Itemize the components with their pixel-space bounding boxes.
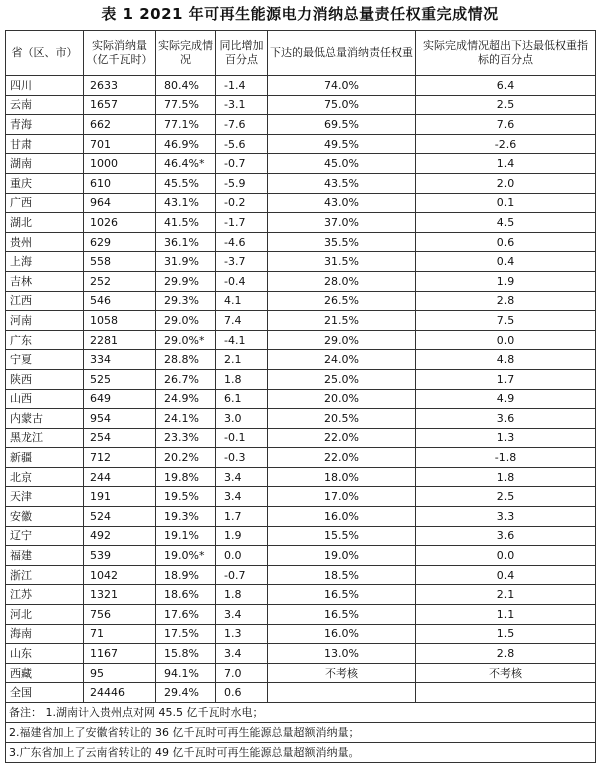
cell-yoy: 3.4 xyxy=(216,467,268,487)
cell-rate: 18.6% xyxy=(156,585,216,605)
cell-target: 19.0% xyxy=(268,546,416,566)
cell-volume: 71 xyxy=(84,624,156,644)
cell-province: 贵州 xyxy=(6,232,84,252)
cell-province: 上海 xyxy=(6,252,84,272)
table-row xyxy=(6,252,596,272)
cell-volume: 1042 xyxy=(84,565,156,585)
cell-province: 天津 xyxy=(6,487,84,507)
cell-yoy: -0.1 xyxy=(216,428,268,448)
cell-province: 山西 xyxy=(6,389,84,409)
note-2: 2.福建省加上了安徽省转让的 36 亿千瓦时可再生能源总量超额消纳量； xyxy=(6,723,596,743)
cell-yoy: -1.7 xyxy=(216,213,268,233)
table-row xyxy=(6,291,596,311)
cell-exceed: 不考核 xyxy=(416,663,596,683)
cell-target: 31.5% xyxy=(268,252,416,272)
cell-exceed: 1.7 xyxy=(416,369,596,389)
cell-yoy: 1.8 xyxy=(216,585,268,605)
cell-target xyxy=(268,683,416,703)
cell-yoy: 3.4 xyxy=(216,487,268,507)
table-title: 表 1 2021 年可再生能源电力消纳总量责任权重完成情况 xyxy=(101,5,499,23)
cell-target: 16.5% xyxy=(268,605,416,625)
cell-volume: 954 xyxy=(84,409,156,429)
cell-yoy: -7.6 xyxy=(216,115,268,135)
cell-province: 河南 xyxy=(6,311,84,331)
quota-table xyxy=(5,30,596,763)
cell-target: 49.5% xyxy=(268,134,416,154)
cell-volume: 2633 xyxy=(84,76,156,96)
cell-yoy: -3.7 xyxy=(216,252,268,272)
table-header xyxy=(6,31,596,76)
cell-yoy: -5.9 xyxy=(216,173,268,193)
cell-volume: 964 xyxy=(84,193,156,213)
cell-rate: 36.1% xyxy=(156,232,216,252)
cell-target: 18.0% xyxy=(268,467,416,487)
table-row xyxy=(6,428,596,448)
cell-volume: 1167 xyxy=(84,644,156,664)
cell-yoy: -0.2 xyxy=(216,193,268,213)
cell-yoy: 1.9 xyxy=(216,526,268,546)
cell-rate: 46.4%* xyxy=(156,154,216,174)
cell-target: 22.0% xyxy=(268,448,416,468)
header-yoy: 同比增加百分点 xyxy=(216,31,268,76)
cell-province: 福建 xyxy=(6,546,84,566)
header-exceed: 实际完成情况超出下达最低权重指标的百分点 xyxy=(416,31,596,76)
cell-yoy: -4.1 xyxy=(216,330,268,350)
cell-rate: 29.4% xyxy=(156,683,216,703)
cell-exceed: -2.6 xyxy=(416,134,596,154)
cell-exceed: 2.8 xyxy=(416,291,596,311)
cell-volume: 24446 xyxy=(84,683,156,703)
table-row xyxy=(6,193,596,213)
cell-province: 湖南 xyxy=(6,154,84,174)
cell-target: 29.0% xyxy=(268,330,416,350)
cell-province: 江西 xyxy=(6,291,84,311)
cell-exceed: 0.0 xyxy=(416,546,596,566)
cell-rate: 19.3% xyxy=(156,507,216,527)
cell-exceed: 7.5 xyxy=(416,311,596,331)
cell-exceed: 4.5 xyxy=(416,213,596,233)
cell-rate: 77.5% xyxy=(156,95,216,115)
cell-rate: 94.1% xyxy=(156,663,216,683)
cell-yoy: 0.6 xyxy=(216,683,268,703)
cell-yoy: 7.0 xyxy=(216,663,268,683)
cell-province: 山东 xyxy=(6,644,84,664)
table-row xyxy=(6,467,596,487)
cell-rate: 29.3% xyxy=(156,291,216,311)
cell-volume: 649 xyxy=(84,389,156,409)
cell-province: 吉林 xyxy=(6,271,84,291)
header-target: 下达的最低总量消纳责任权重 xyxy=(268,31,416,76)
cell-exceed: 1.1 xyxy=(416,605,596,625)
cell-exceed: 2.1 xyxy=(416,585,596,605)
cell-rate: 80.4% xyxy=(156,76,216,96)
cell-volume: 756 xyxy=(84,605,156,625)
cell-volume: 252 xyxy=(84,271,156,291)
table-row xyxy=(6,369,596,389)
table-row xyxy=(6,154,596,174)
table-row xyxy=(6,213,596,233)
cell-target: 20.0% xyxy=(268,389,416,409)
cell-rate: 15.8% xyxy=(156,644,216,664)
cell-province: 重庆 xyxy=(6,173,84,193)
table-row xyxy=(6,134,596,154)
cell-volume: 525 xyxy=(84,369,156,389)
cell-target: 16.5% xyxy=(268,585,416,605)
cell-rate: 17.6% xyxy=(156,605,216,625)
cell-volume: 2281 xyxy=(84,330,156,350)
cell-yoy: -5.6 xyxy=(216,134,268,154)
cell-rate: 23.3% xyxy=(156,428,216,448)
cell-exceed: 1.8 xyxy=(416,467,596,487)
cell-province: 青海 xyxy=(6,115,84,135)
table-row xyxy=(6,271,596,291)
cell-province: 浙江 xyxy=(6,565,84,585)
cell-target: 16.0% xyxy=(268,507,416,527)
cell-rate: 19.0%* xyxy=(156,546,216,566)
table-row xyxy=(6,173,596,193)
cell-exceed: 2.5 xyxy=(416,487,596,507)
cell-yoy: 0.0 xyxy=(216,546,268,566)
cell-province: 新疆 xyxy=(6,448,84,468)
cell-rate: 24.9% xyxy=(156,389,216,409)
table-row xyxy=(6,526,596,546)
cell-rate: 29.0% xyxy=(156,311,216,331)
cell-volume: 254 xyxy=(84,428,156,448)
cell-province: 云南 xyxy=(6,95,84,115)
cell-exceed: 0.6 xyxy=(416,232,596,252)
cell-rate: 19.5% xyxy=(156,487,216,507)
cell-yoy: -0.4 xyxy=(216,271,268,291)
header-province: 省（区、市） xyxy=(6,31,84,76)
cell-volume: 1321 xyxy=(84,585,156,605)
cell-yoy: 3.4 xyxy=(216,605,268,625)
cell-rate: 26.7% xyxy=(156,369,216,389)
cell-exceed: 1.4 xyxy=(416,154,596,174)
cell-yoy: 4.1 xyxy=(216,291,268,311)
table-row xyxy=(6,507,596,527)
cell-target: 22.0% xyxy=(268,428,416,448)
note-1: 备注： 1.湖南计入贵州点对网 45.5 亿千瓦时水电； xyxy=(6,703,596,723)
cell-province: 宁夏 xyxy=(6,350,84,370)
cell-yoy: -0.3 xyxy=(216,448,268,468)
cell-exceed: 6.4 xyxy=(416,76,596,96)
cell-exceed: 3.6 xyxy=(416,409,596,429)
cell-volume: 1000 xyxy=(84,154,156,174)
cell-exceed: 1.3 xyxy=(416,428,596,448)
table-row xyxy=(6,448,596,468)
cell-province: 内蒙古 xyxy=(6,409,84,429)
cell-exceed: 0.1 xyxy=(416,193,596,213)
cell-province: 西藏 xyxy=(6,663,84,683)
cell-target: 43.0% xyxy=(268,193,416,213)
cell-yoy: -1.4 xyxy=(216,76,268,96)
table-row xyxy=(6,605,596,625)
cell-province: 全国 xyxy=(6,683,84,703)
cell-target: 69.5% xyxy=(268,115,416,135)
header-volume: 实际消纳量（亿千瓦时） xyxy=(84,31,156,76)
cell-exceed: 4.9 xyxy=(416,389,596,409)
table-row xyxy=(6,350,596,370)
cell-exceed: 3.3 xyxy=(416,507,596,527)
cell-target: 25.0% xyxy=(268,369,416,389)
table-row xyxy=(6,330,596,350)
cell-volume: 546 xyxy=(84,291,156,311)
header-rate: 实际完成情况 xyxy=(156,31,216,76)
cell-province: 黑龙江 xyxy=(6,428,84,448)
cell-province: 海南 xyxy=(6,624,84,644)
cell-rate: 24.1% xyxy=(156,409,216,429)
table-body xyxy=(6,76,596,703)
cell-province: 湖北 xyxy=(6,213,84,233)
cell-volume: 1026 xyxy=(84,213,156,233)
cell-rate: 19.8% xyxy=(156,467,216,487)
cell-yoy: 1.8 xyxy=(216,369,268,389)
cell-exceed: 7.6 xyxy=(416,115,596,135)
table-row xyxy=(6,546,596,566)
cell-volume: 334 xyxy=(84,350,156,370)
cell-volume: 712 xyxy=(84,448,156,468)
cell-province: 河北 xyxy=(6,605,84,625)
table-row xyxy=(6,76,596,96)
cell-target: 13.0% xyxy=(268,644,416,664)
cell-rate: 77.1% xyxy=(156,115,216,135)
table-row xyxy=(6,95,596,115)
note-3: 3.广东省加上了云南省转让的 49 亿千瓦时可再生能源总量超额消纳量。 xyxy=(6,743,596,763)
cell-volume: 191 xyxy=(84,487,156,507)
cell-volume: 662 xyxy=(84,115,156,135)
cell-target: 不考核 xyxy=(268,663,416,683)
cell-exceed: 4.8 xyxy=(416,350,596,370)
cell-exceed: 2.8 xyxy=(416,644,596,664)
cell-province: 陕西 xyxy=(6,369,84,389)
table-row xyxy=(6,624,596,644)
cell-yoy: 3.4 xyxy=(216,644,268,664)
cell-rate: 31.9% xyxy=(156,252,216,272)
cell-target: 28.0% xyxy=(268,271,416,291)
table-row xyxy=(6,115,596,135)
cell-rate: 43.1% xyxy=(156,193,216,213)
cell-yoy: -3.1 xyxy=(216,95,268,115)
notes xyxy=(6,703,596,763)
cell-target: 24.0% xyxy=(268,350,416,370)
cell-exceed: 2.5 xyxy=(416,95,596,115)
cell-volume: 610 xyxy=(84,173,156,193)
table-row xyxy=(6,389,596,409)
table-row xyxy=(6,644,596,664)
cell-province: 北京 xyxy=(6,467,84,487)
cell-exceed: 1.9 xyxy=(416,271,596,291)
cell-province: 四川 xyxy=(6,76,84,96)
cell-target: 15.5% xyxy=(268,526,416,546)
cell-target: 20.5% xyxy=(268,409,416,429)
cell-exceed: -1.8 xyxy=(416,448,596,468)
cell-target: 37.0% xyxy=(268,213,416,233)
table-row xyxy=(6,232,596,252)
cell-exceed: 0.4 xyxy=(416,565,596,585)
table-row xyxy=(6,663,596,683)
cell-rate: 29.0%* xyxy=(156,330,216,350)
cell-rate: 18.9% xyxy=(156,565,216,585)
cell-target: 17.0% xyxy=(268,487,416,507)
cell-yoy: -4.6 xyxy=(216,232,268,252)
cell-volume: 539 xyxy=(84,546,156,566)
cell-exceed: 1.5 xyxy=(416,624,596,644)
cell-volume: 701 xyxy=(84,134,156,154)
cell-exceed: 0.4 xyxy=(416,252,596,272)
cell-province: 广西 xyxy=(6,193,84,213)
cell-volume: 492 xyxy=(84,526,156,546)
table-row xyxy=(6,585,596,605)
cell-province: 安徽 xyxy=(6,507,84,527)
cell-rate: 46.9% xyxy=(156,134,216,154)
cell-yoy: 6.1 xyxy=(216,389,268,409)
cell-target: 74.0% xyxy=(268,76,416,96)
cell-province: 辽宁 xyxy=(6,526,84,546)
cell-target: 35.5% xyxy=(268,232,416,252)
cell-volume: 558 xyxy=(84,252,156,272)
cell-yoy: -0.7 xyxy=(216,565,268,585)
cell-volume: 95 xyxy=(84,663,156,683)
cell-volume: 1058 xyxy=(84,311,156,331)
cell-volume: 524 xyxy=(84,507,156,527)
cell-rate: 28.8% xyxy=(156,350,216,370)
cell-province: 江苏 xyxy=(6,585,84,605)
cell-target: 26.5% xyxy=(268,291,416,311)
cell-yoy: 2.1 xyxy=(216,350,268,370)
cell-volume: 629 xyxy=(84,232,156,252)
cell-province: 广东 xyxy=(6,330,84,350)
cell-rate: 19.1% xyxy=(156,526,216,546)
cell-exceed: 0.0 xyxy=(416,330,596,350)
table-row xyxy=(6,409,596,429)
cell-target: 45.0% xyxy=(268,154,416,174)
table-row xyxy=(6,311,596,331)
cell-rate: 29.9% xyxy=(156,271,216,291)
cell-target: 18.5% xyxy=(268,565,416,585)
cell-yoy: -0.7 xyxy=(216,154,268,174)
table-row xyxy=(6,487,596,507)
cell-yoy: 7.4 xyxy=(216,311,268,331)
cell-target: 75.0% xyxy=(268,95,416,115)
cell-target: 43.5% xyxy=(268,173,416,193)
cell-target: 21.5% xyxy=(268,311,416,331)
cell-rate: 20.2% xyxy=(156,448,216,468)
cell-rate: 41.5% xyxy=(156,213,216,233)
cell-exceed: 3.6 xyxy=(416,526,596,546)
cell-target: 16.0% xyxy=(268,624,416,644)
cell-yoy: 1.3 xyxy=(216,624,268,644)
cell-yoy: 1.7 xyxy=(216,507,268,527)
table-row xyxy=(6,683,596,703)
cell-volume: 1657 xyxy=(84,95,156,115)
cell-exceed: 2.0 xyxy=(416,173,596,193)
table-row xyxy=(6,565,596,585)
cell-province: 甘肃 xyxy=(6,134,84,154)
cell-rate: 45.5% xyxy=(156,173,216,193)
cell-volume: 244 xyxy=(84,467,156,487)
cell-rate: 17.5% xyxy=(156,624,216,644)
cell-yoy: 3.0 xyxy=(216,409,268,429)
cell-exceed xyxy=(416,683,596,703)
